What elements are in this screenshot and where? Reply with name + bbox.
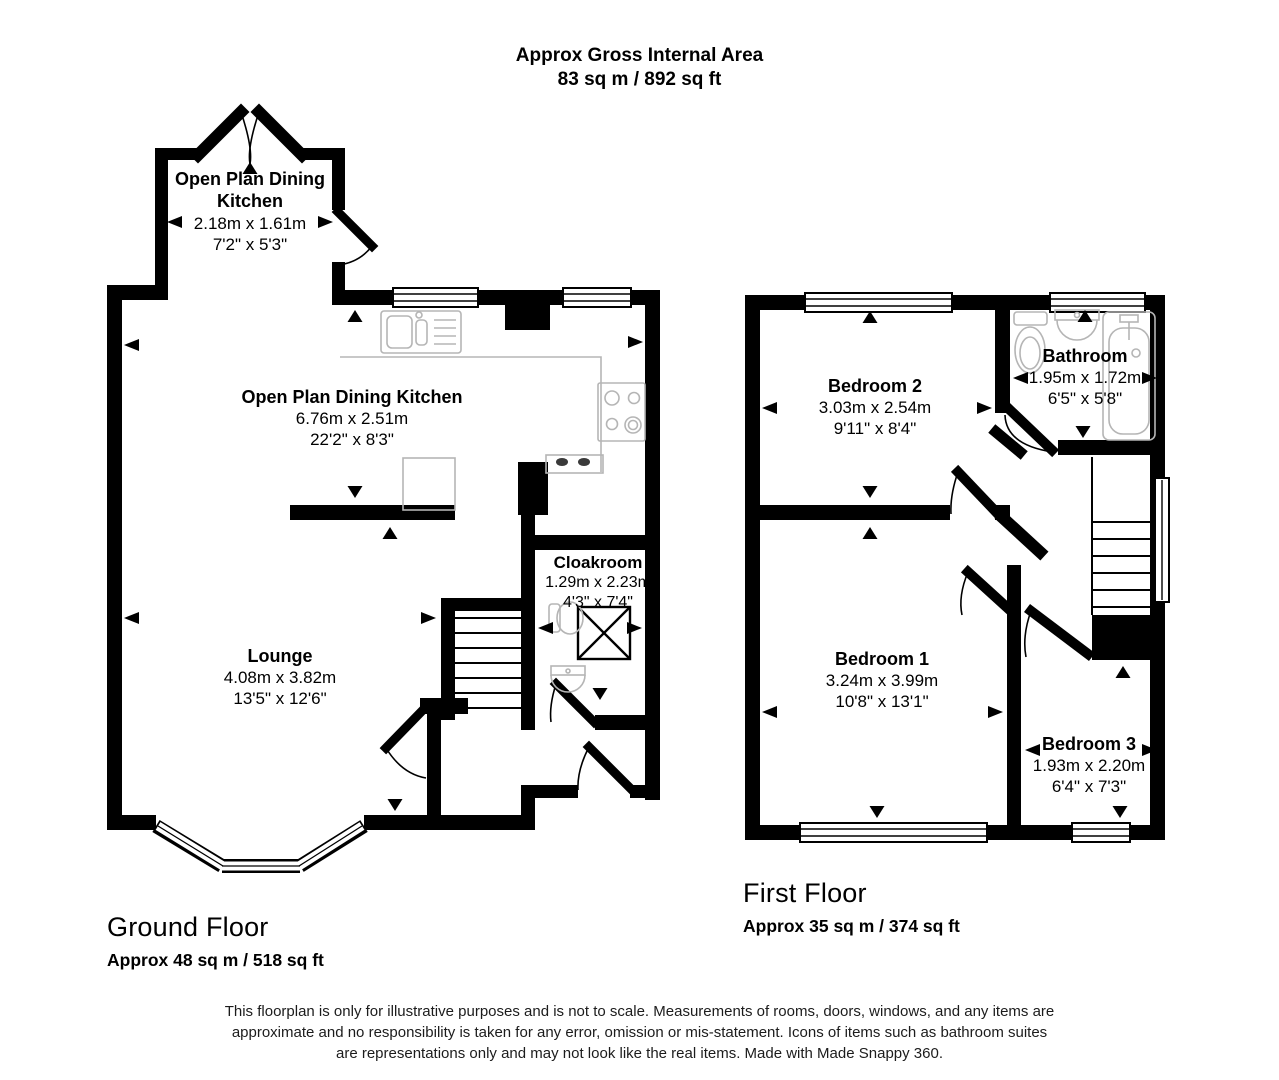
room-name: Bathroom: [1042, 346, 1128, 366]
room-dims-imperial: 22'2" x 8'3": [310, 430, 394, 450]
room-dims-metric: 1.29m x 2.23m: [545, 574, 651, 592]
room-dims-metric: 4.08m x 3.82m: [223, 668, 337, 688]
room-dims-imperial: 7'2" x 5'3": [212, 234, 288, 254]
bathroom-basin-icon: [1055, 310, 1099, 340]
disclaimer-line-2: approximate and no responsibility is taken for any error, omission or mis-statement. Icons of items such as bathroom suites: [231, 1024, 1048, 1041]
ground-floor-caption: [107, 912, 324, 971]
room-name: Bedroom 2: [827, 376, 923, 396]
first-floor-stairs: [1092, 457, 1150, 615]
room-name: Open Plan Dining Kitchen: [241, 387, 463, 407]
gross-internal-area: 83 sq m / 892 sq ft: [557, 68, 722, 90]
title-block: [0, 44, 1279, 92]
room-dims-metric: 3.24m x 3.99m: [825, 671, 939, 691]
room-dims-metric: 6.76m x 2.51m: [295, 409, 409, 429]
room-label-dining-kitchen: [241, 386, 462, 450]
room-label-cloakroom: [545, 552, 651, 613]
room-dims-imperial: 10'8" x 13'1": [835, 692, 929, 712]
room-dims-imperial: 4'3" x 7'4": [563, 593, 633, 611]
page-title: Approx Gross Internal Area: [515, 45, 764, 66]
room-dims-metric: 1.93m x 2.20m: [1032, 756, 1146, 776]
floor-area: Approx 48 sq m / 518 sq ft: [107, 950, 324, 970]
disclaimer: [190, 1001, 1090, 1064]
room-label-bay-dining-kitchen: [175, 168, 325, 255]
room-name: Lounge: [247, 646, 313, 666]
room-dims-imperial: 6'4" x 7'3": [1051, 777, 1127, 797]
room-dims-imperial: 6'5" x 5'8": [1047, 389, 1123, 409]
room-label-bathroom: [1029, 345, 1141, 409]
disclaimer-line-3: are representations only and may not look like the real items. Made with Made Snappy 360.: [335, 1045, 943, 1062]
hob-icon: [598, 383, 645, 441]
room-label-lounge: [224, 645, 336, 709]
shower-icon: [578, 607, 630, 659]
first-floor-caption: [743, 878, 960, 937]
floor-name: Ground Floor: [107, 912, 269, 942]
room-dims-imperial: 13'5" x 12'6": [233, 689, 327, 709]
room-name: Open Plan Dining Kitchen: [175, 169, 326, 212]
room-name: Bedroom 3: [1041, 734, 1137, 754]
room-dims-imperial: 9'11" x 8'4": [833, 419, 917, 439]
room-label-bedroom3: [1033, 733, 1145, 797]
room-label-bedroom1: [826, 648, 938, 712]
room-name: Cloakroom: [553, 553, 643, 572]
room-dims-metric: 1.95m x 1.72m: [1028, 368, 1142, 388]
disclaimer-line-1: This floorplan is only for illustrative purposes and is not to scale. Measurements of rooms, doors, windows, and any items are: [224, 1003, 1055, 1020]
room-dims-metric: 2.18m x 1.61m: [193, 213, 307, 233]
floor-area: Approx 35 sq m / 374 sq ft: [743, 916, 960, 936]
ground-floor-stairs: [455, 618, 521, 708]
floor-name: First Floor: [743, 878, 867, 908]
kitchen-sink-icon: [381, 311, 461, 353]
room-label-bedroom2: [819, 375, 931, 439]
ground-floor-measure-arrows: [124, 162, 643, 811]
room-dims-metric: 3.03m x 2.54m: [818, 398, 932, 418]
bay-window: [156, 826, 364, 866]
room-name: Bedroom 1: [834, 649, 930, 669]
